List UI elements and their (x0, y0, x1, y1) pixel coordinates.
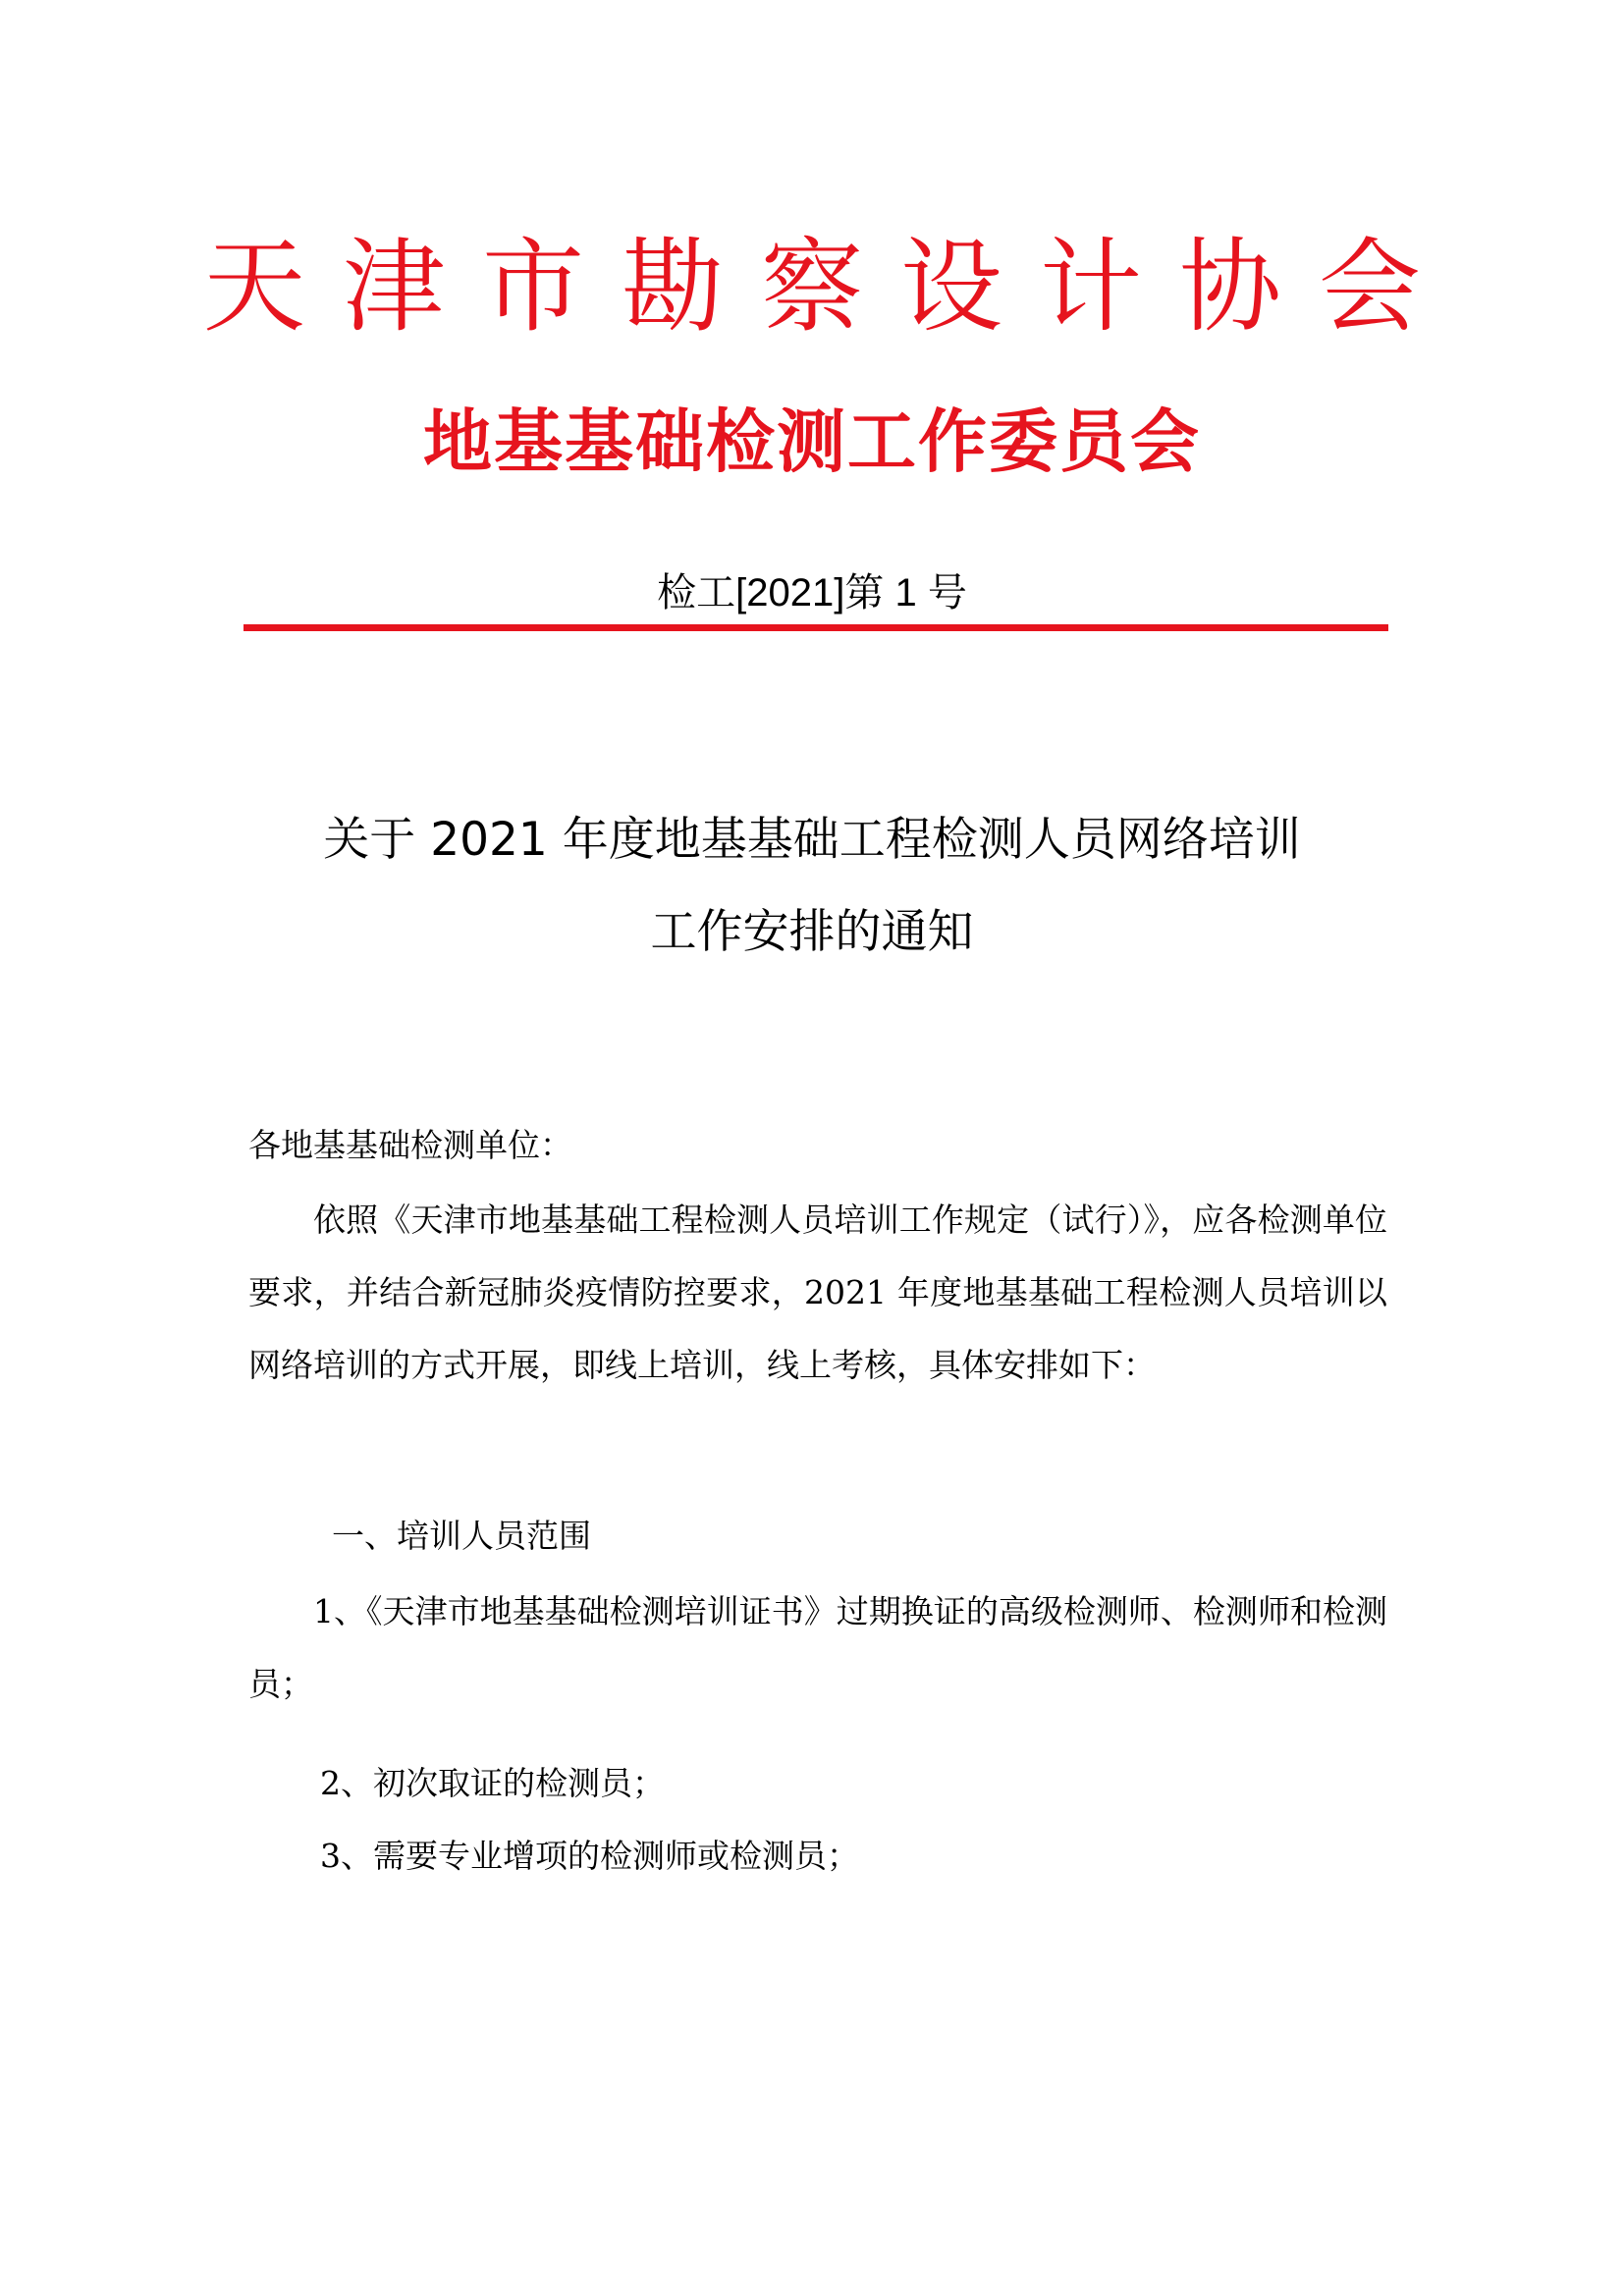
list-item-2: 2、初次取证的检测员； (320, 1764, 665, 1802)
salutation: 各地基基础检测单位： (248, 1126, 572, 1164)
organization-title: 天津市勘察设计协会 (202, 227, 1458, 347)
committee-title: 地基基础检测工作委员会 (423, 401, 1201, 482)
section1-heading: 一、培训人员范围 (332, 1517, 591, 1555)
list-item-3: 3、需要专业增项的检测师或检测员； (320, 1837, 859, 1875)
intro-paragraph: 依照《天津市地基基础工程检测人员培训工作规定（试行）》，应各检测单位要求，并结合新冠肺炎疫情防控要求，2021 年度地基基础工程检测人员培训以网络培训的方式开展，即线上培训，线上考核，具体安排如下： (248, 1201, 1387, 1384)
document-number: 检工[2021]第 1 号 (657, 571, 967, 614)
red-divider-line (244, 624, 1388, 631)
list-item-1: 1、《天津市地基基础检测培训证书》过期换证的高级检测师、检测师和检测员； (248, 1592, 1387, 1703)
notice-title-line2: 工作安排的通知 (650, 905, 974, 959)
notice-title-line1: 关于 2021 年度地基基础工程检测人员网络培训 (323, 813, 1301, 867)
